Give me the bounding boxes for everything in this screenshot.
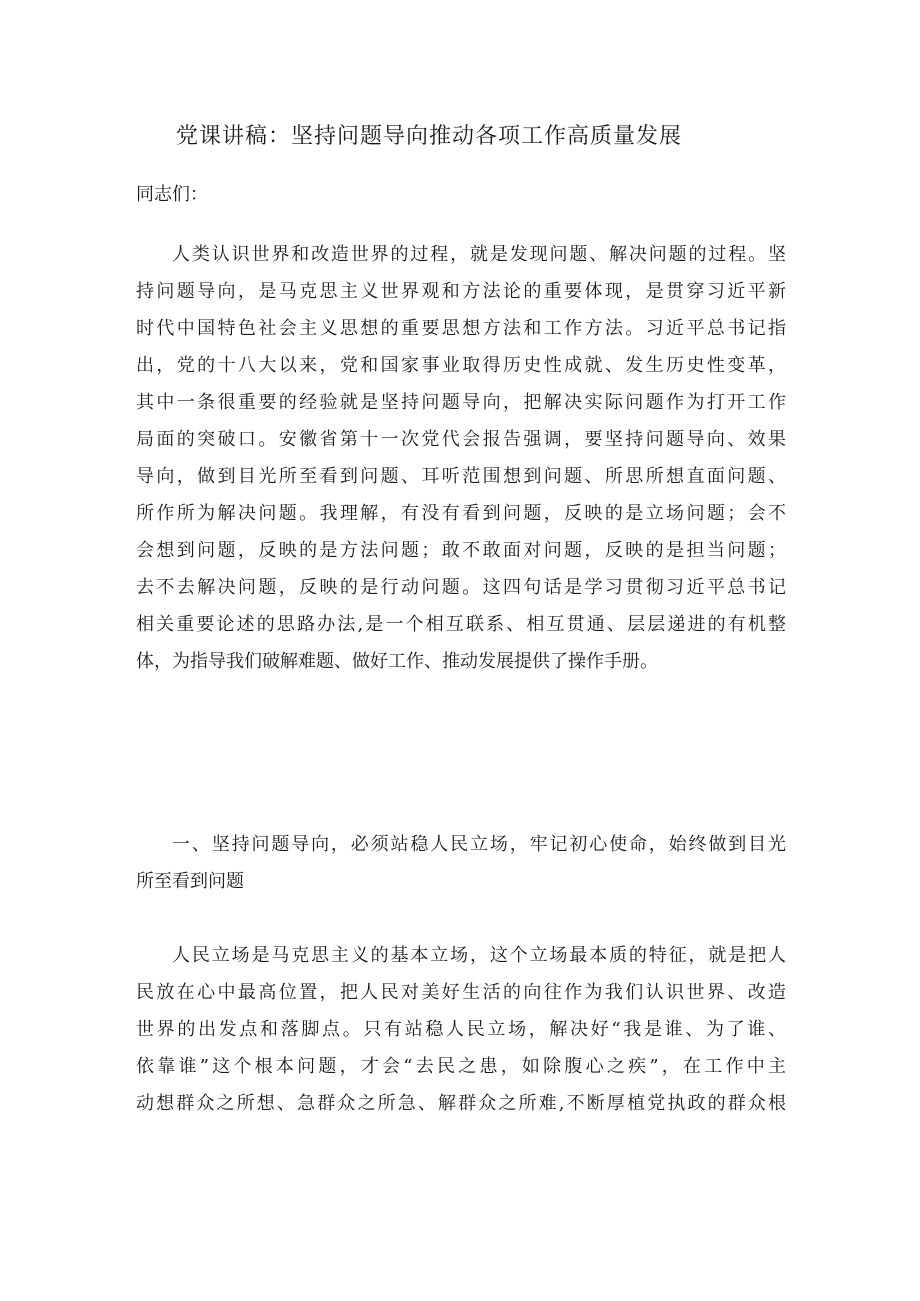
paragraph-line: 所作所为解决问题。我理解，有没有看到问题，反映的是立场问题；会不 — [136, 503, 786, 524]
paragraph-line: 时代中国特色社会主义思想的重要思想方法和工作方法。习近平总书记指 — [136, 318, 786, 339]
paragraph-line: 去不去解决问题，反映的是行动问题。这四句话是学习贯彻习近平总书记 — [136, 577, 786, 598]
paragraph-line: 民放在心中最高位置，把人民对美好生活的向往作为我们认识世界、改造 — [136, 982, 786, 1003]
paragraph-line: 局面的突破口。安徽省第十一次党代会报告强调，要坚持问题导向、效果 — [136, 429, 786, 450]
paragraph-line: 动想群众之所想、急群众之所急、解群众之所难,不断厚植党执政的群众根 — [136, 1093, 786, 1114]
paragraph-line: 相关重要论述的思路办法,是一个相互联系、相互贯通、层层递进的有机整 — [136, 614, 786, 635]
paragraph-line: 人类认识世界和改造世界的过程，就是发现问题、解决问题的过程。坚 — [172, 244, 786, 265]
paragraph-line: 持问题导向，是马克思主义世界观和方法论的重要体现，是贯穿习近平新 — [136, 281, 786, 302]
section-heading-1 — [136, 826, 786, 900]
paragraph-line: 依靠谁”这个根本问题，才会“去民之患，如除腹心之疾”，在工作中主 — [136, 1056, 786, 1077]
paragraph-line: 其中一条很重要的经验就是坚持问题导向，把解决实际问题作为打开工作 — [136, 392, 786, 413]
paragraph-line: 会想到问题，反映的是方法问题；敢不敢面对问题，反映的是担当问题； — [136, 540, 786, 561]
heading-line: 所至看到问题 — [136, 871, 244, 892]
heading-line: 一、坚持问题导向，必须站稳人民立场，牢记初心使命，始终做到目光 — [172, 834, 786, 855]
paragraph-line: 人民立场是马克思主义的基本立场，这个立场最本质的特征，就是把人 — [172, 945, 786, 966]
document-title: 党课讲稿：坚持问题导向推动各项工作高质量发展 — [176, 124, 683, 149]
paragraph-intro — [136, 236, 786, 680]
paragraph-line: 世界的出发点和落脚点。只有站稳人民立场，解决好“我是谁、为了谁、 — [136, 1019, 786, 1040]
paragraph-people-stance — [136, 937, 786, 1122]
paragraph-line: 体，为指导我们破解难题、做好工作、推动发展提供了操作手册。 — [136, 651, 658, 672]
paragraph-line: 出，党的十八大以来，党和国家事业取得历史性成就、发生历史性变革， — [136, 355, 786, 376]
paragraph-line: 导向，做到目光所至看到问题、耳听范围想到问题、所思所想直面问题、 — [136, 466, 786, 487]
salutation: 同志们： — [136, 184, 208, 205]
